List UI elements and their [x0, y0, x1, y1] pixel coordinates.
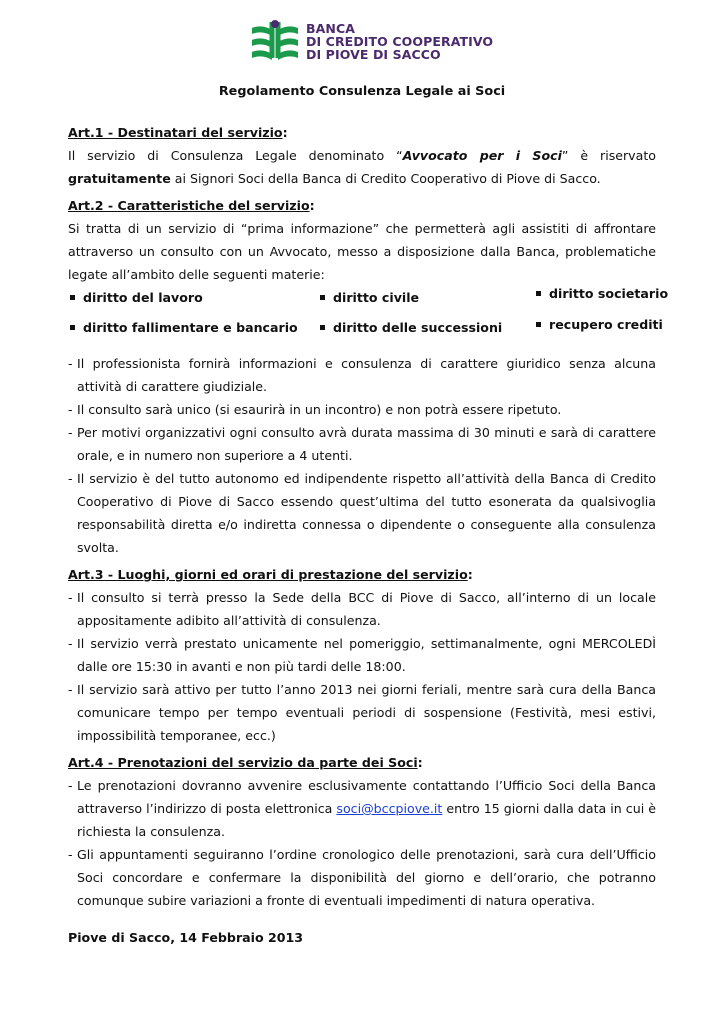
bank-name — [306, 22, 493, 61]
materia-label: diritto del lavoro — [83, 290, 203, 305]
art1-text-before: Il servizio di Consulenza Legale denominato “ — [68, 148, 403, 163]
bank-logo — [250, 16, 493, 66]
materia-item — [536, 282, 668, 305]
bank-name-line1: BANCA — [306, 20, 356, 36]
art1-text — [68, 144, 656, 190]
bullet-square-icon — [320, 325, 325, 330]
materia-item — [70, 316, 298, 339]
dash-marker: - — [68, 636, 73, 651]
art3-heading — [68, 563, 656, 586]
materie-list — [68, 286, 669, 346]
list-item — [68, 352, 656, 398]
materia-item — [536, 313, 663, 336]
art1-heading-text: Art.1 - Destinatari del servizio — [68, 125, 283, 140]
list-item — [68, 774, 656, 843]
materia-item — [320, 316, 502, 339]
materia-item — [320, 286, 419, 309]
list-item-text: Il consulto si terrà presso la Sede della BCC di Piove di Sacco, all’interno di un locale appositamente adibito all’attività di consulenza. — [77, 590, 656, 628]
art1-heading — [68, 121, 656, 144]
art4-points — [68, 774, 656, 912]
list-item — [68, 398, 656, 421]
materia-item — [70, 286, 203, 309]
art3-heading-colon: : — [467, 567, 473, 582]
dash-marker: - — [68, 425, 73, 440]
bullet-square-icon — [536, 291, 541, 296]
art1-text-after: ai Signori Soci della Banca di Credito Cooperativo di Piove di Sacco. — [170, 171, 601, 186]
art2-heading-text: Art.2 - Caratteristiche del servizio — [68, 198, 310, 213]
art3-heading-text: Art.3 - Luoghi, giorni ed orari di prestazione del servizio — [68, 567, 468, 582]
dash-marker: - — [68, 356, 73, 371]
dash-marker: - — [68, 682, 73, 697]
list-item-text: Il professionista fornirà informazioni e consulenza di carattere giuridico senza alcuna attività di carattere giudiziale. — [77, 356, 656, 394]
art4-heading-text: Art.4 - Prenotazioni del servizio da parte dei Soci — [68, 755, 418, 770]
dash-marker: - — [68, 778, 73, 793]
list-item-text: Il servizio verrà prestato unicamente nel pomeriggio, settimanalmente, ogni MERCOLEDÌ dalle ore 15:30 in avanti e non più tardi delle 18:00. — [77, 636, 656, 674]
dash-marker: - — [68, 590, 73, 605]
materia-label: diritto societario — [549, 286, 669, 301]
art4-heading — [68, 751, 656, 774]
art2-heading-colon: : — [309, 198, 315, 213]
list-item-text: Il servizio è del tutto autonomo ed indipendente rispetto all’attività della Banca di Credito Cooperativo di Piove di Sacco essendo quest’ultima del tutto esonerata da qualsivoglia responsabilità diretta e/o indiretta connessa o dipendente o conseguente alla consulenza svolta. — [77, 471, 656, 555]
list-item — [68, 421, 656, 467]
art4-heading-colon: : — [417, 755, 423, 770]
list-item-text: Il consulto sarà unico (si esaurirà in un incontro) e non potrà essere ripetuto. — [77, 402, 562, 417]
materia-label: diritto fallimentare e bancario — [83, 320, 298, 335]
art1-bold-free: gratuitamente — [68, 171, 171, 186]
bank-emblem-icon — [250, 18, 300, 64]
list-item-text: Gli appuntamenti seguiranno l’ordine cronologico delle prenotazioni, sarà cura dell’Ufficio Soci concordare e confermare la disponibilità del giorno e dell’orario, che potranno comunque subire variazioni a fronte di eventuali impedimenti di natura operativa. — [77, 847, 656, 908]
list-item — [68, 843, 656, 912]
list-item-text: entro 15 giorni dalla data in cui è richiesta la consulenza. — [77, 801, 656, 839]
art1-service-name: Avvocato per i Soci — [402, 148, 562, 163]
document-title: Regolamento Consulenza Legale ai Soci — [218, 84, 506, 99]
document-body — [68, 80, 669, 949]
place-date: Piove di Sacco, 14 Febbraio 2013 — [68, 930, 304, 945]
bullet-square-icon — [70, 325, 75, 330]
art1-text-mid: ” è riservato — [561, 148, 656, 163]
materia-label: diritto delle successioni — [333, 320, 503, 335]
dash-marker: - — [68, 847, 73, 862]
art2-heading — [68, 194, 656, 217]
list-item — [68, 678, 656, 747]
list-item — [68, 632, 656, 678]
art2-points — [68, 352, 656, 559]
art2-intro: Si tratta di un servizio di “prima informazione” che permetterà agli assistiti di affrontare attraverso un consulto con un Avvocato, messo a disposizione dalla Banca, problematiche legate all’ambito delle seguenti materie: — [68, 221, 656, 282]
list-item — [68, 586, 656, 632]
bullet-square-icon — [320, 295, 325, 300]
bank-name-line2: DI CREDITO COOPERATIVO — [306, 33, 494, 49]
art1-heading-colon: : — [282, 125, 288, 140]
bullet-square-icon — [70, 295, 75, 300]
list-item-text: Le prenotazioni dovranno avvenire esclusivamente contattando l’Ufficio Soci della Banca attraverso l’indirizzo di posta elettronica — [77, 778, 656, 816]
materia-label: recupero crediti — [549, 317, 663, 332]
art3-points — [68, 586, 656, 747]
email-link[interactable]: soci@bccpiove.it — [336, 801, 443, 816]
dash-marker: - — [68, 471, 73, 486]
list-item-text: Il servizio sarà attivo per tutto l’anno 2013 nei giorni feriali, mentre sarà cura della Banca comunicare tempo per tempo eventuali periodi di sospensione (Festività, mesi estivi, impossibilità temporanee, ecc.) — [77, 682, 656, 743]
list-item — [68, 467, 656, 559]
bank-name-line3: DI PIOVE DI SACCO — [306, 46, 441, 62]
materia-label: diritto civile — [333, 290, 420, 305]
list-item-text: Per motivi organizzativi ogni consulto avrà durata massima di 30 minuti e sarà di carattere orale, e in numero non superiore a 4 utenti. — [77, 425, 656, 463]
bullet-square-icon — [536, 322, 541, 327]
dash-marker: - — [68, 402, 73, 417]
